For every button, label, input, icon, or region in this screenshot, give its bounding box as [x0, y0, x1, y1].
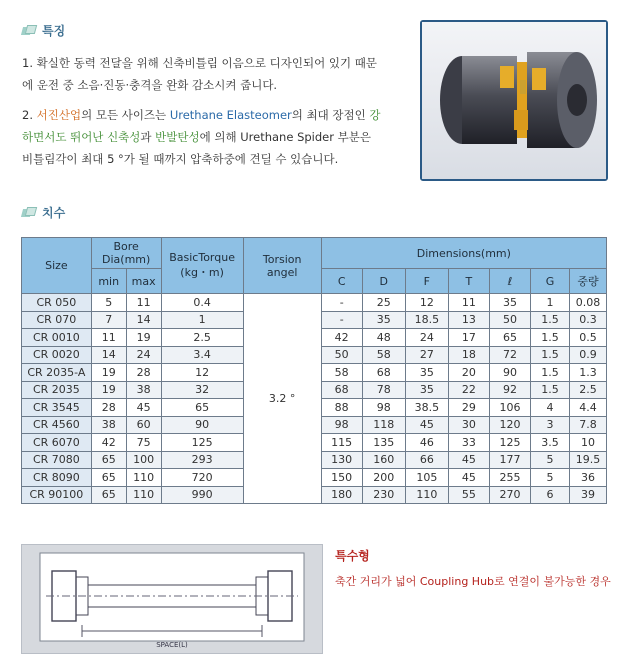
cell-torque: 0.4	[161, 294, 243, 312]
cell-l: 177	[489, 451, 530, 469]
header-size: Size	[22, 238, 92, 294]
cell-min: 65	[91, 469, 126, 487]
header-torque: BasicTorque (kg・m)	[161, 238, 243, 294]
header-torsion: Torsion angel	[243, 238, 321, 294]
cell-d: 230	[362, 486, 405, 504]
cell-c: 42	[321, 329, 362, 347]
cell-d: 48	[362, 329, 405, 347]
cell-d: 200	[362, 469, 405, 487]
header-col-d: D	[362, 269, 405, 294]
cell-f: 46	[405, 434, 448, 452]
cell-f: 45	[405, 416, 448, 434]
header-col-g: G	[530, 269, 569, 294]
features-heading	[22, 22, 65, 39]
cell-min: 19	[91, 364, 126, 382]
cell-w: 39	[569, 486, 606, 504]
material-name: Urethane Elasteomer	[169, 108, 292, 122]
header-col-f: F	[405, 269, 448, 294]
cell-torque: 1	[161, 311, 243, 329]
cell-g: 5	[530, 469, 569, 487]
cell-g: 1.5	[530, 381, 569, 399]
cell-c: -	[321, 294, 362, 312]
cell-t: 45	[448, 469, 489, 487]
cell-size: CR 0020	[22, 346, 92, 364]
cell-d: 118	[362, 416, 405, 434]
cell-w: 1.3	[569, 364, 606, 382]
cell-torque: 990	[161, 486, 243, 504]
cell-max: 28	[126, 364, 161, 382]
cell-t: 55	[448, 486, 489, 504]
cell-size: CR 070	[22, 311, 92, 329]
cell-min: 65	[91, 451, 126, 469]
coupling-photo-icon	[422, 22, 606, 179]
cell-torque: 90	[161, 416, 243, 434]
cell-g: 3	[530, 416, 569, 434]
cell-f: 18.5	[405, 311, 448, 329]
cell-g: 1.5	[530, 364, 569, 382]
cell-size: CR 2035-A	[22, 364, 92, 382]
cell-w: 19.5	[569, 451, 606, 469]
cell-l: 125	[489, 434, 530, 452]
cell-max: 45	[126, 399, 161, 417]
feature-1-line-1: 1. 확실한 동력 전달을 위해 신축비틀림 이음으로 디자인되어 있기 때문	[22, 56, 377, 70]
feature-2-line-3: 비틀림각이 최대 5 °가 될 때까지 압축하중에 견딜 수 있습니다.	[22, 152, 339, 166]
cell-w: 4.4	[569, 399, 606, 417]
header-col-l: ℓ	[489, 269, 530, 294]
dims-heading	[22, 204, 65, 221]
cell-l: 72	[489, 346, 530, 364]
section-bullet-icon	[22, 207, 36, 219]
cell-size: CR 6070	[22, 434, 92, 452]
cell-f: 35	[405, 364, 448, 382]
cell-min: 11	[91, 329, 126, 347]
product-photo	[420, 20, 608, 181]
cell-max: 100	[126, 451, 161, 469]
header-bore: Bore Dia(mm)	[91, 238, 161, 269]
cell-t: 33	[448, 434, 489, 452]
cell-d: 160	[362, 451, 405, 469]
cell-g: 1.5	[530, 329, 569, 347]
cell-size: CR 4560	[22, 416, 92, 434]
cell-d: 135	[362, 434, 405, 452]
cell-g: 1	[530, 294, 569, 312]
header-max: max	[126, 269, 161, 294]
cell-c: 150	[321, 469, 362, 487]
diagram-label: SPACE(L)	[156, 641, 188, 649]
cell-f: 38.5	[405, 399, 448, 417]
cell-size: CR 3545	[22, 399, 92, 417]
company-name: 서진산업	[36, 108, 82, 122]
feature-2-line-1	[22, 104, 412, 126]
cell-l: 255	[489, 469, 530, 487]
cell-w: 10	[569, 434, 606, 452]
cell-c: 50	[321, 346, 362, 364]
cell-t: 20	[448, 364, 489, 382]
cell-c: 88	[321, 399, 362, 417]
cell-t: 29	[448, 399, 489, 417]
cell-f: 27	[405, 346, 448, 364]
cell-min: 38	[91, 416, 126, 434]
cell-l: 65	[489, 329, 530, 347]
cell-c: 115	[321, 434, 362, 452]
cell-l: 106	[489, 399, 530, 417]
cell-t: 11	[448, 294, 489, 312]
cell-c: 58	[321, 364, 362, 382]
cell-g: 4	[530, 399, 569, 417]
cell-torque: 65	[161, 399, 243, 417]
feature-paragraph-2	[22, 104, 412, 170]
cell-w: 0.5	[569, 329, 606, 347]
cell-torque: 125	[161, 434, 243, 452]
dimensions-body	[22, 294, 607, 504]
cell-t: 45	[448, 451, 489, 469]
cell-size: CR 2035	[22, 381, 92, 399]
cell-f: 24	[405, 329, 448, 347]
features-heading-text: 특징	[42, 24, 66, 38]
cell-max: 60	[126, 416, 161, 434]
cell-f: 105	[405, 469, 448, 487]
cell-torque: 12	[161, 364, 243, 382]
cell-size: CR 8090	[22, 469, 92, 487]
cell-l: 90	[489, 364, 530, 382]
feature-2-strong-start: 강	[369, 108, 381, 122]
cell-f: 35	[405, 381, 448, 399]
cell-d: 58	[362, 346, 405, 364]
cell-d: 98	[362, 399, 405, 417]
cell-f: 12	[405, 294, 448, 312]
dims-heading-text: 치수	[42, 206, 66, 220]
cell-f: 66	[405, 451, 448, 469]
cell-max: 11	[126, 294, 161, 312]
cell-max: 14	[126, 311, 161, 329]
cell-t: 30	[448, 416, 489, 434]
cell-w: 7.8	[569, 416, 606, 434]
cell-l: 120	[489, 416, 530, 434]
cell-max: 38	[126, 381, 161, 399]
cell-size: CR 0010	[22, 329, 92, 347]
cell-l: 270	[489, 486, 530, 504]
special-description: 축간 거리가 넓어 Coupling Hub로 연결이 불가능한 경우	[335, 575, 611, 588]
feature-2-line-2	[22, 126, 412, 148]
cell-min: 14	[91, 346, 126, 364]
cell-f: 110	[405, 486, 448, 504]
cell-d: 35	[362, 311, 405, 329]
cell-w: 0.9	[569, 346, 606, 364]
cell-t: 22	[448, 381, 489, 399]
cell-c: 180	[321, 486, 362, 504]
header-col-weight: 중량	[569, 269, 606, 294]
cell-t: 17	[448, 329, 489, 347]
special-title: 특수형	[335, 549, 370, 563]
special-diagram	[21, 544, 323, 654]
cell-torque: 32	[161, 381, 243, 399]
cell-w: 2.5	[569, 381, 606, 399]
cell-max: 24	[126, 346, 161, 364]
header-col-c: C	[321, 269, 362, 294]
cell-w: 0.3	[569, 311, 606, 329]
cell-d: 68	[362, 364, 405, 382]
cell-torsion: 3.2 °	[243, 294, 321, 504]
cell-d: 78	[362, 381, 405, 399]
cell-l: 92	[489, 381, 530, 399]
cell-l: 35	[489, 294, 530, 312]
cell-min: 5	[91, 294, 126, 312]
header-dimensions: Dimensions(mm)	[321, 238, 606, 269]
cell-torque: 2.5	[161, 329, 243, 347]
cell-min: 65	[91, 486, 126, 504]
cell-c: 130	[321, 451, 362, 469]
cell-c: -	[321, 311, 362, 329]
cell-min: 28	[91, 399, 126, 417]
cell-d: 25	[362, 294, 405, 312]
cell-torque: 3.4	[161, 346, 243, 364]
cell-w: 36	[569, 469, 606, 487]
cell-t: 18	[448, 346, 489, 364]
feature-2-text-a: 의 모든 사이즈는	[81, 108, 170, 122]
feature-1-line-2: 에 운전 중 소음·진동·충격을 완화 감소시켜 줍니다.	[22, 78, 278, 92]
cell-g: 5	[530, 451, 569, 469]
feature-2-mid: 과	[140, 130, 156, 144]
cell-t: 13	[448, 311, 489, 329]
cell-size: CR 050	[22, 294, 92, 312]
cell-g: 3.5	[530, 434, 569, 452]
cell-c: 98	[321, 416, 362, 434]
cell-g: 6	[530, 486, 569, 504]
feature-2-strong: 하면서도 뛰어난 신축성	[22, 130, 141, 144]
feature-2-end: 에 의해 Urethane Spider 부분은	[199, 130, 371, 144]
cell-max: 19	[126, 329, 161, 347]
feature-2-text-b: 의 최대 장점인	[291, 108, 370, 122]
header-min: min	[91, 269, 126, 294]
cell-torque: 720	[161, 469, 243, 487]
cell-min: 7	[91, 311, 126, 329]
coupling-diagram-icon	[22, 545, 322, 653]
cell-min: 42	[91, 434, 126, 452]
cell-size: CR 90100	[22, 486, 92, 504]
cell-g: 1.5	[530, 311, 569, 329]
feature-2-prefix: 2.	[22, 108, 37, 122]
table-row	[22, 294, 607, 312]
section-bullet-icon	[22, 25, 36, 37]
cell-max: 110	[126, 486, 161, 504]
cell-torque: 293	[161, 451, 243, 469]
cell-g: 1.5	[530, 346, 569, 364]
cell-max: 75	[126, 434, 161, 452]
cell-l: 50	[489, 311, 530, 329]
cell-size: CR 7080	[22, 451, 92, 469]
feature-2-elastic: 반발탄성	[155, 130, 200, 144]
cell-c: 68	[321, 381, 362, 399]
header-col-t: T	[448, 269, 489, 294]
dimensions-table	[21, 237, 607, 504]
cell-min: 19	[91, 381, 126, 399]
feature-paragraph-1	[22, 52, 402, 96]
cell-w: 0.08	[569, 294, 606, 312]
cell-max: 110	[126, 469, 161, 487]
